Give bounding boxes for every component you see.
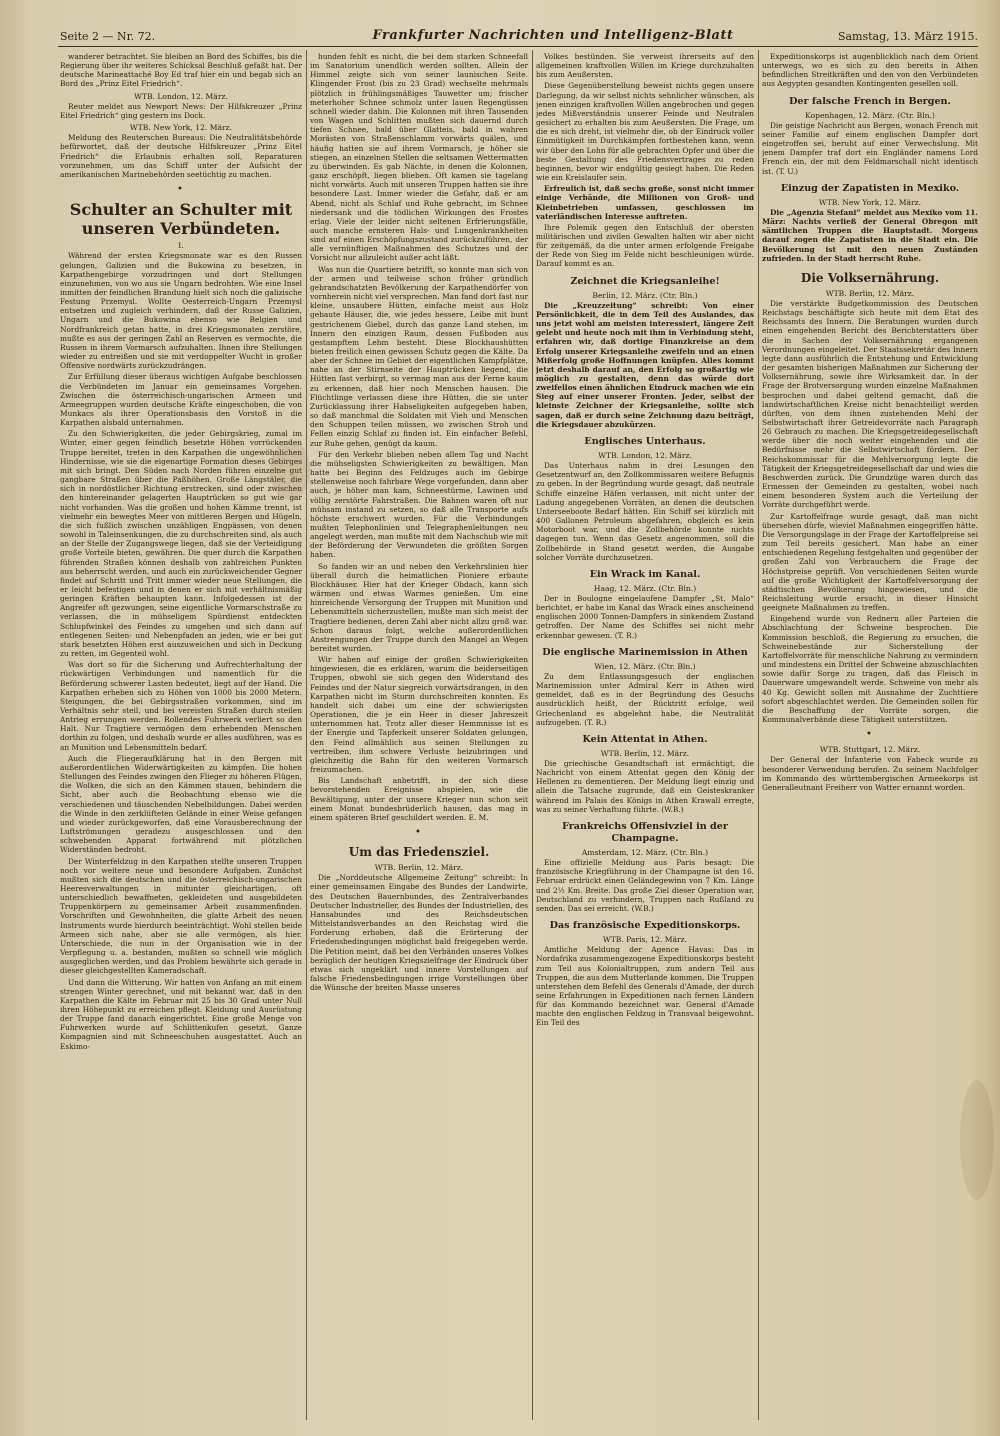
headline: Kein Attentat in Athen. (582, 733, 708, 745)
column-2 (310, 52, 528, 1387)
article-text: Die verstärkte Budgetkommission des Deutschen Reichstags beschäftigte sich heute mit dem Etat des Reichsamts des Innern. Die Beratungen wurden durch einen eingehenden Bericht des Berichterstatters über die in Sachen der Volksernährung ergangenen Verordnungen eingeleitet. Der Staatssekretär des Innern legte dann ausführlich die Entstehung und Entwicklung der gesamten bisherigen Maßnahmen zur Sicherung der Volksernährung, sowie ihre Wirksamkeit dar. In der Frage der Brotversorgung wurden einzelne Maßnahmen besprochen und dabei geltend gemacht, daß die landwirtschaftlichen Kreise nicht benachteiligt werden dürften, von dem ihnen zustehenden Mehl der Selbstwirtschaft ihrer Getreidevorräte nach Paragraph 26 Gebrauch zu machen. Die Kriegsgetreidegesellschaft werde über die noch weiter eingehenden und die Bedürfnisse mehr die Selbstwirtschaft fördern. Der Reichskommissar für die Mehlversorgung legte die Tätigkeit der Kriegsgetreidegesellschaft dar und wies die Beschwerden zurück. Die Grundzüge waren durch das Ermessen der Gemeinden zu gestalten, wobei nach einem besonderen System auch die Verteilung der Vorräte durchgeführt werde. (762, 298, 978, 510)
page-header (58, 28, 978, 47)
article-text: Zur Erfüllung dieser überaus wichtigen Aufgabe beschlossen die Verbündeten im Januar ein gemeinsames Vorgehen. Zwischen die österreichisch-ungarischen Armeen und Armeegruppen wurden deutsche Kräfte eingeschoben, die von Munkacs als ihrer Operationsbasis den Vorstoß in die Karpathen alsbald unternahmen. (60, 372, 302, 428)
dateline: WTB. Berlin, 12. März. (825, 288, 915, 298)
article-text: Der General der Infanterie von Fabeck wurde zu besonderer Verwendung berufen. Zu seinem Nachfolger im Kommando des württembergischen Armeekorps ist Generalleutnant Freiherr von Watter ernannt worden. (762, 755, 978, 792)
column-1 (60, 52, 302, 1417)
headline: Englisches Unterhaus. (584, 435, 706, 447)
paper-stain (960, 1080, 994, 1200)
article-text: Erfreulich ist, daß sechs große, sonst nicht immer einige Verbände, die Millionen von Groß- und Kleinbetrieben umfassen, geschlossen im vaterländischen Interesse auftreten. (536, 184, 754, 221)
article-text: Meldung des Reuterschen Bureaus: Die Neutralitätsbehörde befürwortet, daß der deutsche Hilfskreuzer „Prinz Eitel Friedrich“ die Erlaubnis erhalten soll, Reparaturen vorzunehmen, um das Schiff unter der Aufsicht der amerikanischen Marinebehörden seetüchtig zu machen. (60, 133, 302, 179)
article-text: Und dann die Witterung. Wir hatten von Anfang an mit einem strengen Winter gerechnet, und mit bekannt war, daß in den Karpathen die Kälte im Februar mit 25 bis 30 Grad unter Null ihren Höhepunkt zu erreichen pflegt. Kleidung und Ausrüstung der Truppe fand danach eingerichtet. Eine große Menge von Fuhrwerken wurde auf Schlittenkufen gesetzt. Ganze Kompagnien sind mit Schneeschuhen ausgestattet. Auch an Eskimo- (60, 977, 302, 1051)
column-3 (536, 52, 754, 1387)
article-text: Zu dem Entlassungsgesuch der englischen Marinemission unter Admiral Kerr in Athen wird gemeldet, daß es in der Begründung des Gesuchs ausdrücklich heißt, der Rücktritt erfolge, weil Griechenland es abgelehnt habe, die Neutralität aufzugeben. (T. R.) (536, 671, 754, 727)
article-text: Das Unterhaus nahm in drei Lesungen den Gesetzentwurf an, den Zollkommissaren weitere Befugnis zu geben. In der Begründung wurde gesagt, daß neutrale Schiffe einzelne Häfen verlassen, mit nicht unter der Ladung angegebenen Vorräten, an denen die deutschen Unterseeboote Bedarf hätten. Ein Schiff sei kürzlich mit 400 Gallonen Petroleum abgefahren, obgleich es kein Motorboot war, und die Zollbehörde konnte nichts dagegen tun. Wenn das Gesetz angenommen, soll die Zollbehörde in Stand gesetzt werden, die Ausgabe solcher Vorräte durchzusetzen. (536, 461, 754, 562)
headline: Das französische Expeditionskorps. (549, 920, 741, 932)
article-text: Diese Gegenüberstellung beweist nichts gegen unsere Darlegung, da wir selbst nichts sehnlicher wünschen, als jenen einzigen kraftvollen Willen angebrochen und gegen jedes Mißverständnis unserer Feinde und Neutralen gesichert zu erhalten bis zum Aeußersten. Die Frage, um die es sich dreht, ist vielmehr die, ob der Eindruck voller Einmütigkeit im Durchkämpfen fortbestehen kann, wenn wir über den Lohn für alle gebrachten Opfer und über die beste Gestaltung des Friedensvertrages zu reden beginnen, bevor wir endgültig gesiegt haben. Die Reden wie ein Kreislaufer sein. (536, 81, 754, 183)
article-text: Was dort so für die Sicherung und Aufrechterhaltung der rückwärtigen Verbindungen und namentlich für die Beförderung schwerer Lasten bedeutet, liegt auf der Hand. Die Karpathen erheben sich zu Höhen von 1000 bis 2000 Metern. Steigungen, die bei Gebirgsstraßen vorkommen, sind im Verhältnis sehr steil, und bei vereisten Straßen durch steilen Antrieg errungen werden. Rollendes Fuhrwerk verliert so den Halt. Nur Tragtiere vermögen dem erhebenden Menschen dorthin zu folgen, und deshalb wurde er alles ausführen, was es an Munition und Lebensmitteln bedarf. (60, 660, 302, 752)
article-text: Reuter meldet aus Newport News: Der Hilfskreuzer „Prinz Eitel Friedrich“ ging gestern ins Dock. (60, 101, 302, 120)
section-separator: • (866, 729, 874, 741)
issue-date: Samstag, 13. März 1915. (837, 30, 978, 43)
article-text: Zur Kartoffelfrage wurde gesagt, daß man nicht übersehen dürfe, wieviel Maßnahmen eingegriffen hätte. Die Versorgungslage in der Frage der Kartoffelpreise sei zum Teil bereits gesichert. Man habe an einer entschiedenen Regelung festgehalten und gegenüber der großen Zahl von Verbrauchern die Frage der Höchstpreise geprüft. Von verschiedenen Seiten wurde auf die große Wichtigkeit der Kartoffelversorgung der städtischen Bevölkerung hingewiesen, und die Reichsleitung wurde ersucht, in dieser Hinsicht geeignete Maßnahmen zu treffen. (762, 511, 978, 613)
paper-stain (270, 440, 310, 500)
dateline: Berlin, 12. März. (Ctr. Bln.) (592, 290, 698, 300)
article-text: Die „Agenzia Stefani“ meldet aus Mexiko vom 11. März: Nachts verließ der General Obregon mit sämtlichen Truppen die Hauptstadt. Morgens darauf zogen die Zapatisten in die Stadt ein. Die Bevölkerung ist mit den neuen Zuständen zufrieden. In der Stadt herrscht Ruhe. (762, 207, 978, 263)
article-text: Die „Kreuzzeitung“ schreibt: Von einer Persönlichkeit, die in dem Teil des Auslandes, das uns jetzt wohl am meisten interessiert, längere Zeit gelebt und heute noch mit ihm in Verbindung steht, erfahren wir, daß dortige Finanzkreise an dem Erfolg unserer Kriegsanleihe zweifeln und an einen Mißerfolg große Hoffnungen knüpfen. Alles kommt jetzt deshalb darauf an, den Erfolg so großartig wie möglich zu gestalten, denn das würde dort zweifellos einen ähnlichen Eindruck machen wie ein Sieg auf einer unserer Fronten. Jeder, selbst der kleinste Zeichner der Kriegsanleihe, sollte sich sagen, daß er durch seine Zeichnung dazu beiträgt, die Kriegsdauer abzukürzen. (536, 300, 754, 429)
article-text: Bis Landschaft anbetrifft, in der sich diese bevorstehenden Ereignisse abspielen, wie die Bewältigung, unter der unsere Krieger nun schon seit einem Monat bundesbrüderlich hausen, das mag in einem späteren Brief geschildert werden. E. M. (310, 776, 528, 822)
headline: Frankreichs Offensivziel in der Champagne. (562, 820, 728, 844)
column-rule (306, 50, 307, 1420)
dateline: WTB. Paris, 12. März. (602, 935, 688, 945)
article-text: hunden fehlt es nicht, die bei dem starken Schneefall im Sanatorium unendlich werden sollten. Allein der Himmel zeigte sich von seiner launischen Seite. Klingender Frost (bis zu 23 Grad) wechselte mehrmals plötzlich in frühlingsmäßiges Tauwetter um; frischer meterhoher Schnee schmolz unter lauen Regengüssen schnell wieder dahin. Die Kolonnen mit ihren Tausenden von Wagen und Schlitten mußten sich dauernd durch tiefen Schnee, bald über Glatteis, bald in wahren Morästen von Straßenschlamm vorwärts quälen, und häufig hatten sie auf ihrem Vormarsch, je höher sie stiegen, an einzelnen Stellen die seltsamen Wettermatten zu überwinden. Es gab Nächte, in denen die Kolonnen, ganz erschöpft, liegen blieben. Oft kamen sie tagelang nicht vorwärts. Auch mit unseren Truppen hatten sie ihre besondere Last. Immer wieder die Gefahr, daß er am Abend, nicht als Schlaf und Ruhe gebracht, im Schnee niedersank und die tödlichen Wirkungen des Frostes erlag. Viele der leider nicht seltenen Erfrierungsfälle, auch manche ernsteren Hals- und Lungenkrankheiten sind auf einen Erschöpfungszustand zurückzuführen, der alle vernünftigen Maßnahmen des Schutzes und der Vorsicht nur allzuleicht außer acht läßt. (310, 52, 528, 263)
article-text: Volkes bestünden. Sie verweist ihrerseits auf den allgemeinen kraftvollen Willen im Kriege durchzuhalten bis zum Aeußersten. (536, 52, 754, 80)
article-text: Der Winterfeldzug in den Karpathen stellte unseren Truppen noch vor weitere neue und besondere Aufgaben. Zunächst mußten sich die deutschen und die österreichisch-ungarischen Heeresverwaltungen in mitunter gleichartigen, oft unterschiedlich bewaffneten, gekleideten und ausgebildeten Truppenkörpern zu gemeinsamer Arbeit zusammenfinden. Vorschriften und Gewohnheiten, die glatte Arbeit des neuen Instruments wurde hierdurch beeinträchtigt. Wohl stellen beide Armeen sich nahe, aber sie alle vermögen, als hier. Unterschiede, die nun in der Organisation wie in der Verpflegung u. a. bestanden, mußten so schnell wie möglich ausgeglichen werden, und das Problem bewährte sich gerade in dieser gleichgestellten Kameradschaft. (60, 856, 302, 976)
dateline: WTB. Berlin, 12. März. (374, 863, 464, 873)
headline: Schulter an Schulter mit unseren Verbündeten. (69, 200, 293, 239)
article-text: Amtliche Meldung der Agence Havas: Das in Nordafrika zusammengezogene Expeditionskorps besteht zum Teil aus Kolonialtruppen, zum andern Teil aus Truppen, die aus dem Mutterlande kommen. Die Truppen unterstehen dem Befehl des Generals d'Amade, der durch seine Erfahrungen in Expeditionen nach fernen Ländern für das Kommando bezeichnet war. General d'Amade machte den englischen Feldzug in Transvaal beigewohnt. Ein Teil des (536, 945, 754, 1028)
article-text: Ihre Polemik gegen den Entschluß der obersten militärischen und zivilen Gewalten halten wir aber nicht für zeitgemäß, da die unter armen erfolgende Freigabe der Rede von Sieg im Felde nicht beschleunigen würde. Darauf kommt es an. (536, 222, 754, 269)
section-numeral: I. (178, 241, 184, 251)
article-text: Die griechische Gesandtschaft ist ermächtigt, die Nachricht von einem Attentat gegen den König der Hellenen zu dementieren. Der Meldung liegt einzig und allein die Tatsache zugrunde, daß ein Geisteskranker während im Palais des Königs in Athen Krawall erregte, was zu seiner Verhaftung führte. (W.B.) (536, 759, 754, 814)
article-text: Für den Verkehr blieben neben allem Tag und Nacht die mühseligsten Schwierigkeiten zu bewältigen. Man hatte bei Beginn des Feldzuges auch im Gebirge stellenweise noch fahrbare Wege vorgefunden, dann aber auch, je höher man kam, Schneestürme, Lawinen und völlig zerstörte Fahrstraßen. Die Bahnen waren oft nur mühsam instand zu setzen, so daß alle Transporte aufs höchste erschwert wurden. Für die Verbindungen mußten Telephonlinien und Telegraphenleitungen neu angelegt werden, man mußte mit dem Nachschub wie mit der Beförderung der Verwundeten die größten Sorgen haben. (310, 449, 528, 560)
dateline: Kopenhagen, 12. März. (Ctr. Bln.) (805, 110, 935, 120)
headline: Ein Wrack im Kanal. (589, 568, 701, 580)
headline: Der falsche French in Bergen. (789, 95, 951, 107)
dateline: WTB. London, 12. März. (598, 450, 692, 460)
article-text: Wir haben auf einige der großen Schwierigkeiten hingewiesen, die es erklären, warum die beiderseitigen Truppen, obwohl sie sich gegen den Widerstand des Feindes und der Natur siegreich vorwärtsdrangen, in den Karpathen nicht im Sturm durchschreiten konnten. Es handelt sich dabei um eine der schwierigsten Operationen, die je ein Heer in dieser Jahreszeit unternommen hat. Trotz aller dieser Hemmnisse ist es der Energie und Tapferkeit unserer Soldaten gelungen, den Feind allmählich aus seinen Stellungen zu vertreiben, ihm schwere Verluste beizubringen und gleichzeitig die Bahn für den weiteren Vormarsch freizumachen. (310, 655, 528, 775)
article-text: Eine offizielle Meldung aus Paris besagt: Die französische Kriegführung in der Champagne ist den 16. Februar erdrückt einen Geländegewinn von 7 Km. Länge und 2½ Km. Breite. Das große Ziel dieser Operation war, Deutschland zu verhindern, Truppen nach Rußland zu senden. Das sei erreicht. (W.B.) (536, 858, 754, 913)
dateline: Amsterdam, 12. März. (Ctr. Bln.) (581, 847, 709, 857)
dateline: Wien, 12. März. (Ctr. Bln.) (594, 661, 696, 671)
article-text: Was nun die Quartiere betrifft, so konnte man sich von der armen und teilweise schon früher gründlich gebrandschatzten Bevölkerung der Karpathendörfer von vornherein nicht viel versprechen. Man fand dort fast nur kleine, unsaubere Hütten, einfache meist aus Holz gebaute Häuser, die, wie jedes bessere, Leibe mit bunt gestrichenem Giebel, durch das ganze Land stehen, im Innern den einzigen Raum, dessen Fußboden aus gestampftem Lehm besteht. Diese Blockhaushütten bieten freilich einen gewissen Schutz gegen die Kälte. Da aber der Schnee im Gebiet der eigentlichen Kampfplätze, nahe an der Stirnseite der Hauptrücken liegend, die Hütten fast verbirgt, so vermag man aus der Ferne kaum zu erkennen, daß hier noch Menschen hausen. Die Flüchtlinge verlassen diese ihre Hütten, die sie unter Zurücklassung ihrer Habseligkeiten aufgegeben haben, so daß manchmal die Soldaten mit Vieh und Menschen den Schuppen teilen müssen, wo zwischen Stroh und Fellen einzig Schlaf zu finden ist. Ein einfacher Befehl, zur Ruhe gehen, genügt da kaum. (310, 264, 528, 448)
dateline: WTB. Berlin, 12. März. (600, 748, 690, 758)
article-text: Eingehend wurde von Rednern aller Parteien die Abschlachtung der Schweine besprochen. Die Kommission beschloß, die Regierung zu ersuchen, die Schweinebestände zur Sicherstellung der Kartoffelvorräte für menschliche Nahrung zu vermindern und mindestens ein Drittel der Schweine abzuschlachten sowie dafür Sorge zu tragen, daß das Fleisch in Dauerware umgewandelt werde. Schweine von mehr als 40 Kg. Gewicht sollen mit Ausnahme der Zuchttiere sofort abgeschlachtet werden. Die Gemeinden sollen für die Beschaffung der Vorräte sorgen, die Kommunalverbände diese Tätigkeit unterstützen. (762, 614, 978, 724)
article-text: Der in Boulogne eingelaufene Dampfer „St. Malo“ berichtet, er habe im Kanal das Wrack eines anscheinend englischen 2000 Tonnen-Dampfers in sinkendem Zustand getroffen. Der Name des Schiffes sei nicht mehr erkennbar gewesen. (T. R.) (536, 593, 754, 640)
article-text: Während der ersten Kriegsmonate war es den Russen gelungen, Galizien und die Bukowina zu besetzen, in Karpathengebirge vorzudringen und dort Stellungen einzunehmen, von wo aus sie Ungarn bedrohten. Wie eine Insel inmitten der feindlichen Brandung hielt sich noch die galizische Festung Przemysl. Wollte Oesterreich-Ungarn Przemysl entsetzen und zugleich verhindern, daß der Russe Galizien, Ungarn und die Bukowina ebenso wie Belgien und Nordfrankreich getan hatte, in drei Kriegsmonaten zerstöre, mußte es aus der geringen Zahl an Reserven es vermochte, die Russen in ihrem Vormarsch aufzuhalten. Ihnen ihre Stellungen wieder zu entreißen und sie mit verdoppelter Wucht in großer Offensive nordwärts zurückzudrängen. (60, 251, 302, 371)
dateline: WTB. New York, 12. März. (818, 197, 922, 207)
article-text: Zu den Schwierigkeiten, die jeder Gebirgskrieg, zumal im Winter, einer gegen feindlich besetzte Höhen vorrückenden Truppe bereitet, treten in den Karpathen die ungewöhnlichen Hindernisse, wie sie die eigenartige Formation dieses Gebirges mit sich bringt. Den Süden nach Norden führen einzelne gut gangbare Straßen über die Paßhöhen. Große Längstäler, die sich in nordöstlicher Richtung erstrecken, sind oder zwischen den hintereinander gelagerten Hauptrücken so gut wie gar nicht vorhanden. Was die großen und hohen Kämme trennt, ist vielmehr ein bewegtes Meer von mittleren Bergen und Hügeln, die sich fußlich zwischen unzähligen Engpässen, von denen sowohl in Taleinsenkungen, die zu durchschreiten sind, als auch an der Stelle der Zugangswege liegen, daß sie der Verteidigung große Vorteile bieten, gewähren. Die quer durch die Karpathen führenden Straßen können deshalb von zahlreichen Punkten aus beherrscht werden, und auch ein zurückweichender Gegner findet auf Schritt und Tritt immer wieder neue Stellungen, die er leicht befestigen und in denen er sich mit verhältnismäßig geringen Kräften behaupten kann. Infolgedessen ist der Angreifer oft gezwungen, seine eigentliche Vormarschstraße zu verlassen, die in mühseligem Spürdienst entdeckten Schlupfwinkel des Feindes zu umgehen und sich dann auf entlegenen Seiten- und Nebenpfaden an jeden, wie er bei gut stark besetzten Höhen erst auszuweichen und sich in Deckung zu retten, im Gegenteil wohl. (60, 429, 302, 659)
headline: Die englische Marinemission in Athen (542, 646, 748, 658)
headline: Einzug der Zapatisten in Mexiko. (780, 182, 960, 194)
dateline: WTB. London, 12. März. (134, 91, 228, 101)
section-separator: • (177, 184, 185, 196)
column-4 (762, 52, 978, 1387)
column-rule (758, 50, 759, 1420)
article-text: Die „Norddeutsche Allgemeine Zeitung“ schreibt: In einer gemeinsamen Eingabe des Bundes der Landwirte, des Deutschen Bauernbundes, des Zentralverbandes Deutscher Industrieller, des Bundes der Industriellen, des Hansabundes und des Reichsdeutschen Mittelstandsverbandes an den Reichstag wird die Forderung erhoben, daß die Erörterung der Friedensbedingungen möglichst bald freigegeben werde. Die Petition meint, daß bei den Verbänden unseres Volkes bezüglich der heutigen Kriegszielfrage der Eindruck über etwas sich ungeklärt und innere Vorstellungen auf falsche Friedensbedingungen irrige Vorstellungen über die Wünsche der breiten Masse unseres (310, 873, 528, 993)
column-rule (532, 50, 533, 1420)
article-text: wanderer betrachtet. Sie bleiben an Bord des Schiffes, bis die Regierung über ihr weiteres Schicksal Beschluß gefaßt hat. Der deutsche Marineattaché Boy Ed traf hier ein und begab sich an Bord des „Prinz Eitel Friedrich“. (60, 52, 302, 89)
article-text: So fanden wir an und neben den Verkehrslinien hier überall durch die heimatlichen Pioniere erbaute Blockhäuser. Hier hat der Krieger Obdach, kann sich wärmen und etwas Warmes genießen. Um eine hinreichende Versorgung der Truppen mit Munition und Lebensmitteln sicherzustellen, mußte man sich meist der Tragtiere bedienen, deren Zahl aber nicht allzu groß war. Schon daraus folgt, welche außerordentlichen Anstrengungen der Truppe durch den Mangel an Wegen bereitet wurden. (310, 561, 528, 653)
dateline: WTB. New York, 12. März. (129, 123, 233, 133)
article-text: Auch die Fliegeraufklärung hat in den Bergen mit außerordentlichen Widerwärtigkeiten zu kämpfen. Die hohen Stellungen des Feindes zwingen den Flieger zu höheren Flügen, die Wolken, die sich an den Kämmen stauen, behindern die Sicht, aber auch die Beobachtung ebenso wie die verschiedenen und täuschenden Nebelbildungen. Dabei werden die Winde in den zerklüfteten Gelände in einer Weise gefangen und wieder zurückgeworfen, daß eine Vorausberechnung der Luftströmungen geradezu ausgeschlossen und den schwebenden Apparat fortwährend mit plötzlichen Widerständen bedroht. (60, 753, 302, 855)
article-text: Expeditionskorps ist augenblicklich nach dem Orient unterwegs, wo es sich zu den bereits in Athen befindlichen Streitkräften und den von den Verbündeten aus Aegypten gesandten Kontingenten gesellen soll. (762, 52, 978, 89)
section-separator: • (415, 826, 423, 838)
dateline: Haag, 12. März. (Ctr. Bln.) (593, 583, 697, 593)
masthead-title: Frankfurter Nachrichten und Intelligenz-Blatt (372, 28, 734, 43)
dateline: WTB. Stuttgart, 12. März. (819, 745, 921, 755)
page-number: Seite 2 — Nr. 72. (60, 30, 156, 43)
article-text: Die geistige Nachricht aus Bergen, wonach French mit seiner Familie auf einem englischen Dampfer dort eingetroffen sei, beruht auf einer Verwechslung. Mit jenem Dampfer traf dort ein Engländer namens Lord French ein, der mit dem Feldmarschall nicht identisch ist. (T. U.) (762, 120, 978, 176)
headline: Zeichnet die Kriegsanleihe! (570, 275, 720, 287)
headline: Um das Friedensziel. (348, 845, 490, 860)
headline: Die Volksernährung. (800, 270, 940, 285)
